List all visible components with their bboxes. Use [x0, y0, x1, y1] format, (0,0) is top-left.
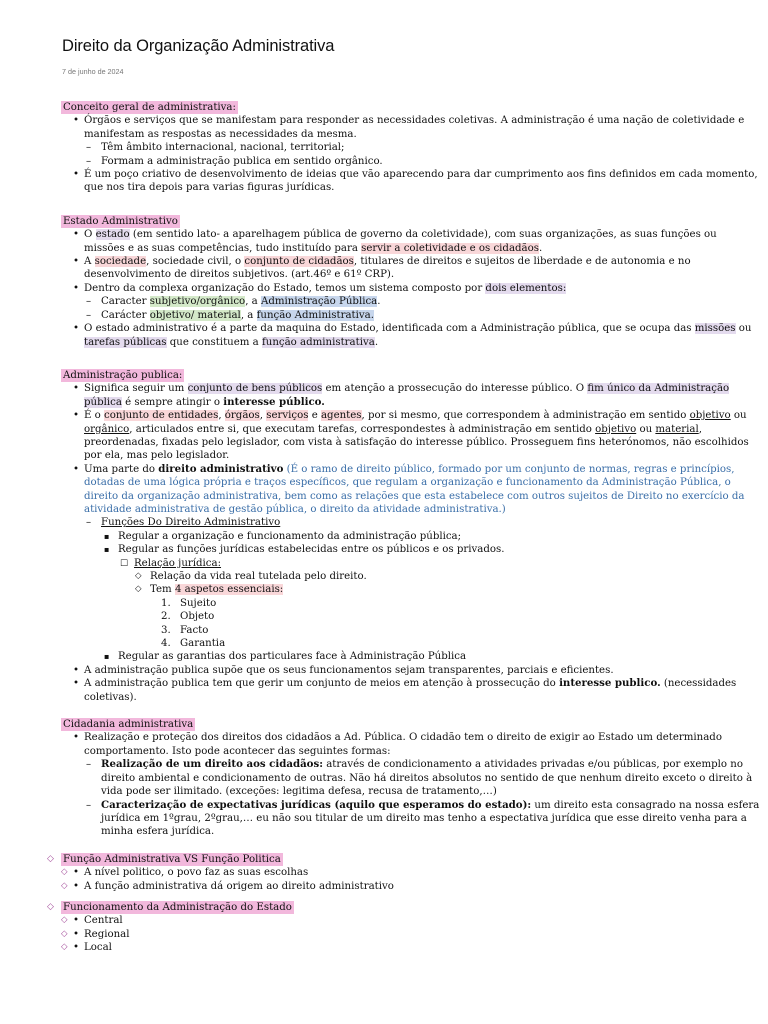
list-item: • A função administrativa dá origem ao direito administrativo ◇ — [62, 880, 760, 893]
section-heading: Administração publica: — [63, 369, 183, 381]
list-item: – Funções Do Direito Administrativo ▪ Regular a organização e funcionamento da administração pública; ▪ Regular as funções jurídicas estabelecidas entre os públicos e os privados. □ Relação jurídica: ◇ Relação da vida real tutelada pelo direito. ◇ Tem 4 aspetos essenciais: 1. Sujeito 2. Objeto 3. Facto 4. Garantia ▪ Regular as garantias dos particulares face à Administração Pública — [84, 516, 760, 663]
section-heading: Cidadania administrativa — [63, 719, 194, 731]
list-item: 4. Garantia — [161, 638, 226, 650]
list-item: • Uma parte do direito administrativo (É o ramo de direito público, formado por um conjunto de normas, regras e princípios, dotadas de uma lógica própria e traços específicos, que regulam a organização e funcionamento da Administração Pública, o direito da organização administrativa, bem como as relações que esta estabelece com outros sujeitos de Direito no exercício da atividade administrativa de gestão pública, o direito da atividade administrativa.) – Funções Do Direito Administrativo ▪ Regular a organização e funcionamento da administração pública; ▪ Regular as funções jurídicas estabelecidas entre os públicos e os privados. □ Relação jurídica: ◇ Relação da vida real tutelada pelo direito. ◇ Tem 4 aspetos essenciais: 1. Sujeito 2. Objeto 3. Facto 4. Garantia ▪ Regular as garantias dos particulares face à Administração Pública — [62, 463, 760, 664]
section-heading[interactable]: ◇ Funcionamento da Administração do Estado — [61, 901, 294, 914]
list-item: • A sociedade, sociedade civil, o conjunto de cidadãos, titulares de direitos e sujeitos de liberdade e de autonomia e no desenvolvimento de direitos subjetivos. (art.46º e 61º CRP). — [62, 255, 760, 282]
list-item: – Realização de um direito aos cidadãos: através de condicionamento a atividades privadas e/ou públicas, por exemplo no direito ambiental e condicionamento de outras. Não há direitos absolutos no sentido de que nenhum direito exceto o direito à vida pode ser ilimitado. (exceções: legitima defesa, recusa de tratamento,…) — [84, 758, 760, 798]
list-item: 3. Facto — [161, 624, 209, 636]
list-item: • Central ◇ — [62, 914, 760, 927]
section-estado-administrativo — [62, 215, 760, 349]
list-item: 2. Objeto — [161, 611, 215, 623]
list-item: • O estado (em sentido lato- a aparelhagem pública de governo da coletividade), com suas organizações, as suas funções ou missões e as suas competências, tudo instituído para servir a coletividade e os cidadãos. — [62, 228, 760, 255]
list-item: • A administração publica tem que gerir um conjunto de meios em atenção à prossecução do interesse publico. (necessidades coletivas). — [62, 677, 760, 704]
list-item: ◇ Tem 4 aspetos essenciais: 1. Sujeito 2. Objeto 3. Facto 4. Garantia — [134, 583, 760, 650]
section-administracao-publica — [62, 369, 760, 704]
section-funcao-administrativa — [62, 853, 760, 893]
list-item: 1. Sujeito — [161, 597, 217, 609]
list-item: • Significa seguir um conjunto de bens públicos em atenção a prossecução do interesse público. O fim único da Administração pública é sempre atingir o interesse público. — [62, 382, 760, 409]
list-item: • Regional ◇ — [62, 928, 760, 941]
list-item: – Carácter objetivo/ material, a função Administrativa. — [84, 309, 760, 322]
list-item: • Realização e proteção dos direitos dos cidadãos a Ad. Pública. O cidadão tem o direito de exigir ao Estado um determinado comportamento. Isto pode acontecer das seguintes formas: – Realização de um direito aos cidadãos: através de condicionamento a atividades privadas e/ou públicas, por exemplo no direito ambiental e condicionamento de outras. Não há direitos absolutos no sentido de que nenhum direito exceto o direito à vida pode ser ilimitado. (exceções: legitima defesa, recusa de tratamento,…) – Caracterização de expectativas jurídicas (aquilo que esperamos do estado): um direito esta consagrado na nossa esfera jurídica em 1ºgrau, 2ºgrau,… eu não sou titular de um direito mas tenho a espectativa jurídica que esse direito venha para a minha esfera jurídica. — [62, 731, 760, 838]
page-date: 7 de junho de 2024 — [62, 67, 124, 76]
list-item: • A administração publica supõe que os seus funcionamentos sejam transparentes, parciais e eficientes. — [62, 664, 760, 677]
list-item: – Caracter subjetivo/orgânico, a Administração Pública. — [84, 295, 760, 308]
list-item: • O estado administrativo é a parte da maquina do Estado, identificada com a Administração pública, que se ocupa das missões ou tarefas públicas que constituem a função administrativa. — [62, 322, 760, 349]
list-item: □ Relação jurídica: ◇ Relação da vida real tutelada pelo direito. ◇ Tem 4 aspetos essenciais: 1. Sujeito 2. Objeto 3. Facto 4. Garantia — [118, 557, 760, 651]
section-funcionamento — [62, 901, 760, 955]
list-item: • Local ◇ — [62, 941, 760, 954]
list-item: • Dentro da complexa organização do Estado, temos um sistema composto por dois elementos: – Caracter subjetivo/orgânico, a Administração Pública. – Carácter objetivo/ material, a função Administrativa. — [62, 282, 760, 322]
section-heading: Estado Administrativo — [63, 215, 178, 227]
list-item: ▪ Regular as garantias dos particulares face à Administração Pública — [101, 650, 760, 663]
list-item: • É o conjunto de entidades, órgãos, serviços e agentes, por si mesmo, que correspondem à administração em sentido objetivo ou orgânico, articulados entre si, que executam tarefas, correspondestes à administração em sentido objetivo ou material, preordenadas, fixadas pelo legislador, com vista à satisfação do interesse público. Prosseguem fins heterónomos, não escolhidos por ela, mas pelo legislador. — [62, 409, 760, 463]
section-conceito-geral — [62, 101, 760, 195]
section-heading[interactable]: ◇ Função Administrativa VS Função Politica — [61, 853, 283, 866]
document-body — [62, 101, 760, 955]
section-cidadania-administrativa — [62, 718, 760, 839]
list-item: • Órgãos e serviços que se manifestam para responder as necessidades coletivas. A administração é uma nação de coletividade e manifestam as respostas as necessidades da mesma. – Têm âmbito internacional, nacional, territorial; – Formam a administração publica em sentido orgânico. — [62, 114, 760, 168]
list-item: • É um poço criativo de desenvolvimento de ideias que vão aparecendo para dar cumprimento aos fins definidos em cada momento, que nos tira depois para varias figuras jurídicas. — [62, 168, 760, 195]
section-heading: Conceito geral de administrativa: — [63, 102, 236, 113]
page-title: Direito da Organização Administrativa — [62, 37, 335, 55]
list-item: – Formam a administração publica em sentido orgânico. — [84, 155, 760, 168]
list-item: – Caracterização de expectativas jurídicas (aquilo que esperamos do estado): um direito esta consagrado na nossa esfera jurídica em 1ºgrau, 2ºgrau,… eu não sou titular de um direito mas tenho a espectativa jurídica que esse direito venha para a minha esfera jurídica. — [84, 799, 760, 839]
list-item: • A nível politico, o povo faz as suas escolhas ◇ — [62, 866, 760, 879]
list-item: ◇ Relação da vida real tutelada pelo direito. — [134, 570, 760, 583]
list-item: ▪ Regular a organização e funcionamento da administração pública; — [101, 530, 760, 543]
list-item: – Têm âmbito internacional, nacional, territorial; — [84, 141, 760, 154]
list-item: ▪ Regular as funções jurídicas estabelecidas entre os públicos e os privados. □ Relação jurídica: ◇ Relação da vida real tutelada pelo direito. ◇ Tem 4 aspetos essenciais: 1. Sujeito 2. Objeto 3. Facto 4. Garantia — [101, 543, 760, 650]
